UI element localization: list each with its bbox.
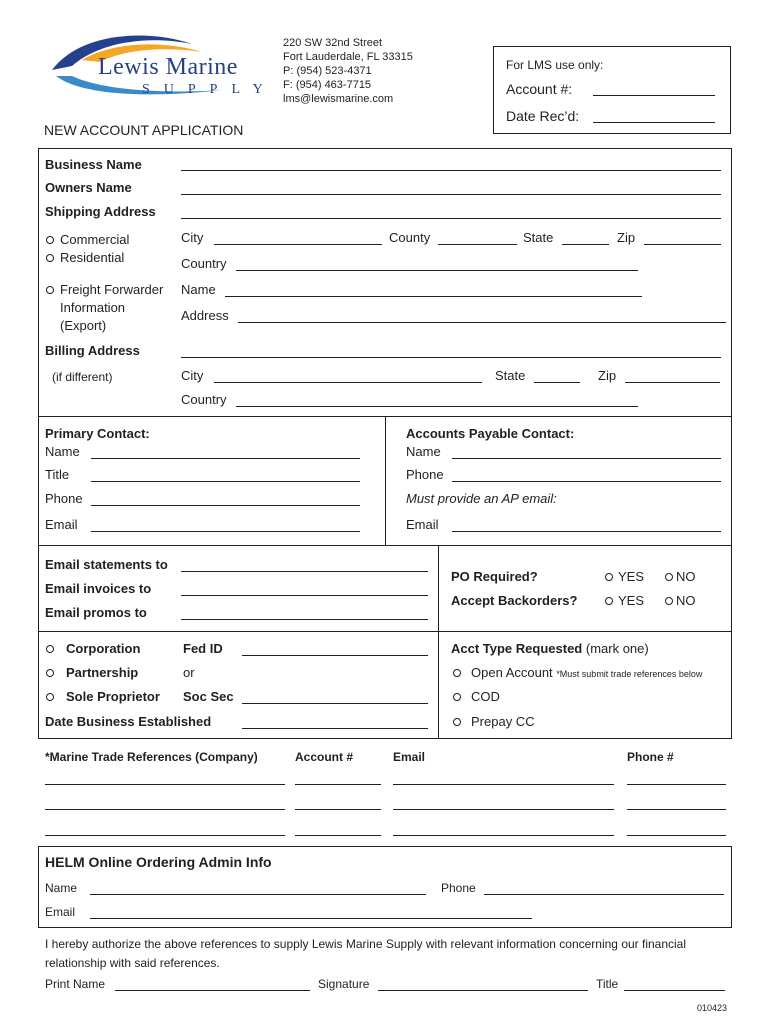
shipping-city-field[interactable] xyxy=(214,231,382,245)
signature-field[interactable] xyxy=(378,977,588,991)
email-invoices-label: Email invoices to xyxy=(45,581,152,596)
ref3-company-field[interactable] xyxy=(45,822,285,836)
address-fax: F: (954) 463-7715 xyxy=(283,79,372,91)
ref3-email-field[interactable] xyxy=(393,822,614,836)
commercial-label: Commercial xyxy=(60,232,130,247)
shipping-county-field[interactable] xyxy=(438,231,517,245)
primary-title-label: Title xyxy=(45,467,70,482)
owners-name-label: Owners Name xyxy=(45,180,132,195)
address-phone: P: (954) 523-4371 xyxy=(283,65,372,77)
cod-label: COD xyxy=(471,689,500,704)
fed-id-label: Fed ID xyxy=(183,641,223,656)
acct-type-title: Acct Type Requested xyxy=(451,641,583,656)
shipping-state-label: State xyxy=(523,230,554,245)
shipping-country-field[interactable] xyxy=(236,257,638,271)
helm-email-field[interactable] xyxy=(90,905,532,919)
shipping-zip-label: Zip xyxy=(617,230,636,245)
signoff-title-field[interactable] xyxy=(624,977,725,991)
freight-address-label: Address xyxy=(181,308,229,323)
ap-name-label: Name xyxy=(406,444,441,459)
refs-email-header: Email xyxy=(393,750,426,764)
company-logo xyxy=(42,30,277,102)
primary-phone-field[interactable] xyxy=(91,492,360,506)
contacts-divider xyxy=(385,416,386,546)
shipping-address-field[interactable] xyxy=(181,205,721,219)
ref3-phone-field[interactable] xyxy=(627,822,726,836)
billing-if-different: (if different) xyxy=(52,370,113,384)
shipping-county-label: County xyxy=(389,230,431,245)
helm-email-label: Email xyxy=(45,905,76,919)
email-po-divider xyxy=(438,545,439,632)
entity-divider xyxy=(438,631,439,739)
owners-name-field[interactable] xyxy=(181,181,721,195)
billing-country-label: Country xyxy=(181,392,227,407)
backorders-no-label: NO xyxy=(676,593,696,608)
lms-date-field[interactable] xyxy=(593,109,715,123)
ref1-account-field[interactable] xyxy=(295,771,381,785)
freight-address-field[interactable] xyxy=(238,309,726,323)
corporation-radio[interactable] xyxy=(46,645,54,653)
po-no-label: NO xyxy=(676,569,696,584)
ap-email-field[interactable] xyxy=(452,518,721,532)
open-account-label: Open Account xyxy=(471,665,553,680)
helm-name-label: Name xyxy=(45,881,78,895)
backorders-no-radio[interactable] xyxy=(665,597,673,605)
billing-zip-label: Zip xyxy=(598,368,617,383)
open-account-option xyxy=(471,665,702,682)
helm-phone-field[interactable] xyxy=(484,881,724,895)
logo-supply: SUPPLY xyxy=(142,82,277,97)
billing-country-field[interactable] xyxy=(236,393,638,407)
fed-id-field[interactable] xyxy=(242,642,428,656)
primary-email-field[interactable] xyxy=(91,518,360,532)
print-name-label: Print Name xyxy=(45,977,106,991)
freight-export-label: (Export) xyxy=(60,318,107,333)
ref1-email-field[interactable] xyxy=(393,771,614,785)
primary-name-label: Name xyxy=(45,444,80,459)
po-yes-radio[interactable] xyxy=(605,573,613,581)
refs-account-header: Account # xyxy=(295,750,354,764)
acct-type-heading xyxy=(451,641,649,657)
open-account-note: *Must submit trade references below xyxy=(556,669,703,679)
primary-title-field[interactable] xyxy=(91,468,360,482)
shipping-city-label: City xyxy=(181,230,204,245)
address-city: Fort Lauderdale, FL 33315 xyxy=(283,51,413,63)
open-account-radio[interactable] xyxy=(453,669,461,677)
ref1-company-field[interactable] xyxy=(45,771,285,785)
billing-address-label: Billing Address xyxy=(45,343,140,358)
billing-address-field[interactable] xyxy=(181,344,721,358)
po-required-label: PO Required? xyxy=(451,569,538,584)
ap-email-label: Email xyxy=(406,517,439,532)
email-statements-label: Email statements to xyxy=(45,557,168,572)
date-established-field[interactable] xyxy=(242,715,428,729)
email-statements-field[interactable] xyxy=(181,558,428,572)
freight-forwarder-radio[interactable] xyxy=(46,286,54,294)
soc-sec-field[interactable] xyxy=(242,690,428,704)
shipping-zip-field[interactable] xyxy=(644,231,721,245)
backorders-yes-radio[interactable] xyxy=(605,597,613,605)
address-street: 220 SW 32nd Street xyxy=(283,37,383,49)
form-code: 010423 xyxy=(697,1003,728,1013)
lms-title: For LMS use only: xyxy=(506,58,604,72)
billing-state-label: State xyxy=(495,368,526,383)
prepay-cc-radio[interactable] xyxy=(453,718,461,726)
billing-state-field[interactable] xyxy=(534,369,580,383)
refs-company-header: *Marine Trade References (Company) xyxy=(45,750,258,764)
billing-city-field[interactable] xyxy=(214,369,482,383)
residential-radio[interactable] xyxy=(46,254,54,262)
ap-phone-field[interactable] xyxy=(452,468,721,482)
billing-zip-field[interactable] xyxy=(625,369,720,383)
ap-name-field[interactable] xyxy=(452,445,721,459)
commercial-radio[interactable] xyxy=(46,236,54,244)
freight-name-label: Name xyxy=(181,282,216,297)
po-yes-label: YES xyxy=(618,569,645,584)
business-name-label: Business Name xyxy=(45,157,142,172)
prepay-cc-label: Prepay CC xyxy=(471,714,535,729)
acct-type-mark: (mark one) xyxy=(585,641,649,656)
email-invoices-field[interactable] xyxy=(181,582,428,596)
ref2-phone-field[interactable] xyxy=(627,796,726,810)
helm-phone-label: Phone xyxy=(441,881,476,895)
soc-sec-label: Soc Sec xyxy=(183,689,234,704)
primary-email-label: Email xyxy=(45,517,78,532)
helm-name-field[interactable] xyxy=(90,881,426,895)
email-promos-label: Email promos to xyxy=(45,605,147,620)
partnership-radio[interactable] xyxy=(46,669,54,677)
corporation-label: Corporation xyxy=(66,641,141,656)
freight-name-field[interactable] xyxy=(225,283,642,297)
ap-phone-label: Phone xyxy=(406,467,444,482)
ap-contact-title: Accounts Payable Contact: xyxy=(406,426,575,441)
shipping-address-label: Shipping Address xyxy=(45,204,156,219)
form-title: NEW ACCOUNT APPLICATION xyxy=(44,122,244,138)
refs-phone-header: Phone # xyxy=(627,750,674,764)
sole-proprietor-label: Sole Proprietor xyxy=(66,689,160,704)
ref1-phone-field[interactable] xyxy=(627,771,726,785)
backorders-yes-label: YES xyxy=(618,593,645,608)
business-name-field[interactable] xyxy=(181,157,721,171)
sole-proprietor-radio[interactable] xyxy=(46,693,54,701)
authorization-text: I hereby authorize the above references to supply Lewis Marine Supply with relevant information concerning our financial relationship with said references. xyxy=(45,937,687,970)
shipping-state-field[interactable] xyxy=(562,231,609,245)
signoff-title-label: Title xyxy=(596,977,619,991)
primary-phone-label: Phone xyxy=(45,491,83,506)
freight-information-label: Information xyxy=(60,300,126,315)
lms-date-label: Date Rec’d: xyxy=(506,108,580,124)
lms-account-label: Account #: xyxy=(506,81,573,97)
ref2-company-field[interactable] xyxy=(45,796,285,810)
freight-forwarder-label: Freight Forwarder xyxy=(60,282,164,297)
ref2-account-field[interactable] xyxy=(295,796,381,810)
email-promos-field[interactable] xyxy=(181,606,428,620)
logo-name: Lewis Marine xyxy=(98,54,238,80)
print-name-field[interactable] xyxy=(115,977,310,991)
billing-city-label: City xyxy=(181,368,204,383)
po-no-radio[interactable] xyxy=(665,573,673,581)
ref3-account-field[interactable] xyxy=(295,822,381,836)
partnership-label: Partnership xyxy=(66,665,139,680)
helm-title: HELM Online Ordering Admin Info xyxy=(45,854,272,870)
residential-label: Residential xyxy=(60,250,125,265)
or-label: or xyxy=(183,665,195,680)
lms-account-field[interactable] xyxy=(593,82,715,96)
address-email[interactable]: lms@lewismarine.com xyxy=(283,93,394,105)
primary-name-field[interactable] xyxy=(91,445,360,459)
ap-email-note: Must provide an AP email: xyxy=(406,491,557,506)
primary-contact-title: Primary Contact: xyxy=(45,426,150,441)
date-established-label: Date Business Established xyxy=(45,714,212,729)
cod-radio[interactable] xyxy=(453,693,461,701)
signature-label: Signature xyxy=(318,977,370,991)
shipping-country-label: Country xyxy=(181,256,227,271)
backorders-label: Accept Backorders? xyxy=(451,593,578,608)
ref2-email-field[interactable] xyxy=(393,796,614,810)
